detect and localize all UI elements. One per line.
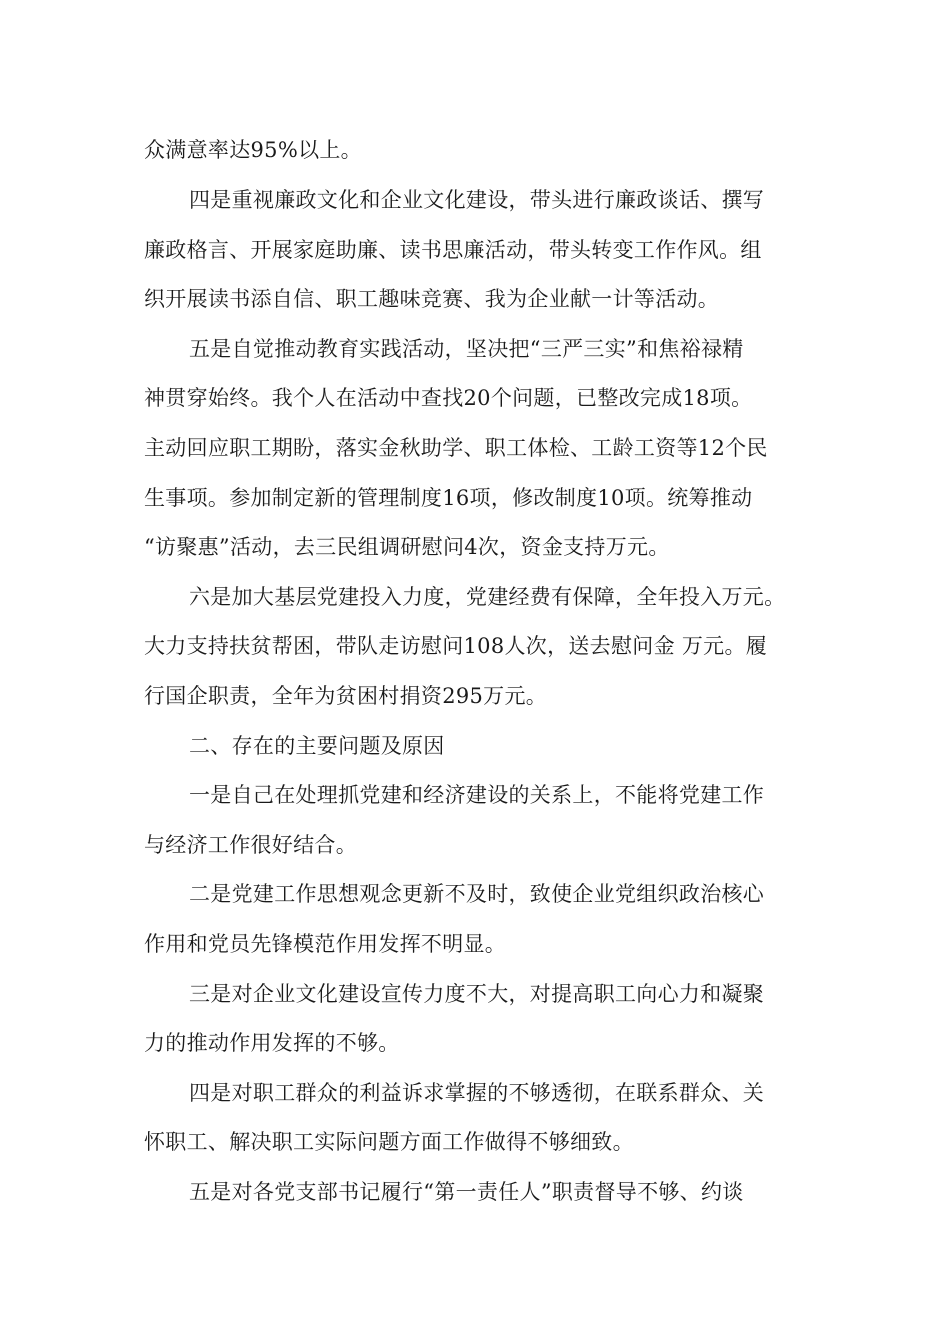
paragraph-start-line: 四是对职工群众的利益诉求掌握的不够透彻，在联系群众、关 <box>189 1081 765 1105</box>
paragraph-start-line: 六是加大基层党建投入力度，党建经费有保障，全年投入万元。 <box>189 585 786 609</box>
paragraph-start-line: 四是重视廉政文化和企业文化建设，带头进行廉政谈话、撰写 <box>189 188 765 212</box>
text-line: 众满意率达95%以上。 <box>144 138 362 162</box>
paragraph-start-line: 五是自觉推动教育实践活动，坚决把“三严三实”和焦裕禄精 <box>189 337 744 361</box>
section-heading: 二、存在的主要问题及原因 <box>189 734 445 758</box>
text-line: 生事项。参加制定新的管理制度16项，修改制度10项。统筹推动 <box>144 486 753 510</box>
text-line: 行国企职责，全年为贫困村捐资295万元。 <box>144 684 548 708</box>
text-line: “访聚惠”活动，去三民组调研慰问4次，资金支持万元。 <box>144 535 670 559</box>
text-line: 织开展读书添自信、职工趣味竞赛、我为企业献一计等活动。 <box>144 287 720 311</box>
paragraph-start-line: 一是自己在处理抓党建和经济建设的关系上，不能将党建工作 <box>189 783 765 807</box>
text-line: 主动回应职工期盼，落实金秋助学、职工体检、工龄工资等12个民 <box>144 436 768 460</box>
paragraph-start-line: 五是对各党支部书记履行“第一责任人”职责督导不够、约谈 <box>189 1180 744 1204</box>
text-line: 与经济工作很好结合。 <box>144 833 357 857</box>
text-line: 力的推动作用发挥的不够。 <box>144 1031 400 1055</box>
text-line: 怀职工、解决职工实际问题方面工作做得不够细致。 <box>144 1130 634 1154</box>
text-line: 神贯穿始终。我个人在活动中查找20个问题，已整改完成18项。 <box>144 386 753 410</box>
text-line: 廉政格言、开展家庭助廉、读书思廉活动，带头转变工作作风。组 <box>144 238 762 262</box>
text-line: 大力支持扶贫帮困，带队走访慰问108人次，送去慰问金 万元。履 <box>144 634 768 658</box>
paragraph-start-line: 三是对企业文化建设宣传力度不大，对提高职工向心力和凝聚 <box>189 982 765 1006</box>
paragraph-start-line: 二是党建工作思想观念更新不及时，致使企业党组织政治核心 <box>189 882 765 906</box>
text-line: 作用和党员先锋模范作用发挥不明显。 <box>144 932 507 956</box>
